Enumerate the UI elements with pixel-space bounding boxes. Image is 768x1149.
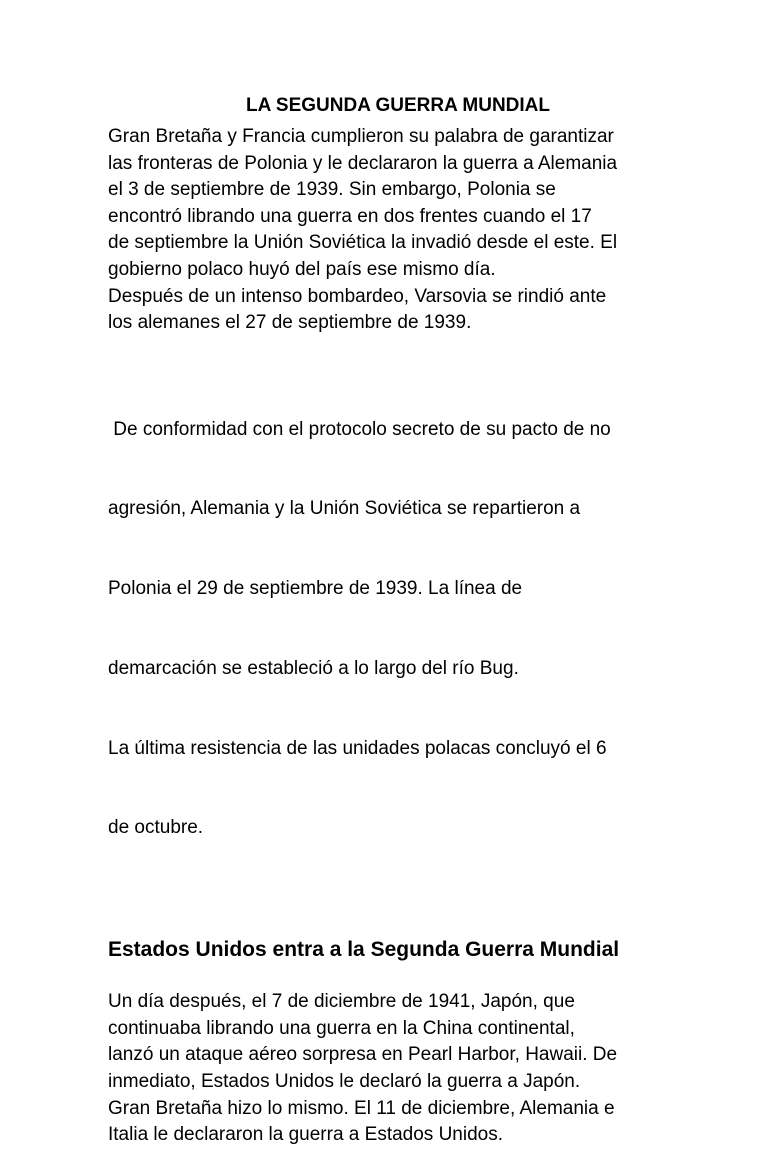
text-line: inmediato, Estados Unidos le declaró la guerra a Japón. [108,1071,581,1092]
document-title: LA SEGUNDA GUERRA MUNDIAL [246,95,550,116]
text-line: Gran Bretaña y Francia cumplieron su palabra de garantizar [108,126,614,147]
paragraph-1 [108,124,688,363]
text-line: gobierno polaco huyó del país ese mismo día. [108,258,496,280]
text-line: el 3 de septiembre de 1939. Sin embargo, Polonia se [108,179,556,201]
text-line: continuaba librando una guerra en la China continental, [108,1017,575,1039]
text-line: los alemanes el 27 de septiembre de 1939. [108,312,472,334]
text-line: La última resistencia de las unidades polacas concluyó el 6 [108,737,607,759]
text-line: de octubre. [108,817,204,839]
paragraph-3 [108,989,688,1149]
text-line: De conformidad con el protocolo secreto de su pacto de no [108,418,611,440]
section-heading: Estados Unidos entra a la Segunda Guerra Mundial [108,938,620,962]
text-line: agresión, Alemania y la Unión Soviética se repartieron a [108,498,581,520]
text-line: encontró librando una guerra en dos frentes cuando el 17 [108,205,592,227]
text-line: lanzó un ataque aéreo sorpresa en Pearl Harbor, Hawaii. De [108,1044,618,1066]
text-line: las fronteras de Polonia y le declararon la guerra a Alemania [108,152,618,174]
paragraph-2 [108,363,688,895]
text-line: Después de un intenso bombardeo, Varsovia se rindió ante [108,285,607,307]
text-line: demarcación se estableció a lo largo del río Bug. [108,657,519,679]
text-line: Un día después, el 7 de diciembre de 1941, Japón, que [108,991,575,1013]
text-line: de septiembre la Unión Soviética la invadió desde el este. El [108,232,618,254]
blank-line [108,337,688,364]
text-line: Italia le declararon la guerra a Estados Unidos. [108,1124,504,1146]
text-line: Polonia el 29 de septiembre de 1939. La línea de [108,578,523,600]
document-page [108,88,688,1149]
text-line: Gran Bretaña hizo lo mismo. El 11 de diciembre, Alemania e [108,1097,615,1119]
